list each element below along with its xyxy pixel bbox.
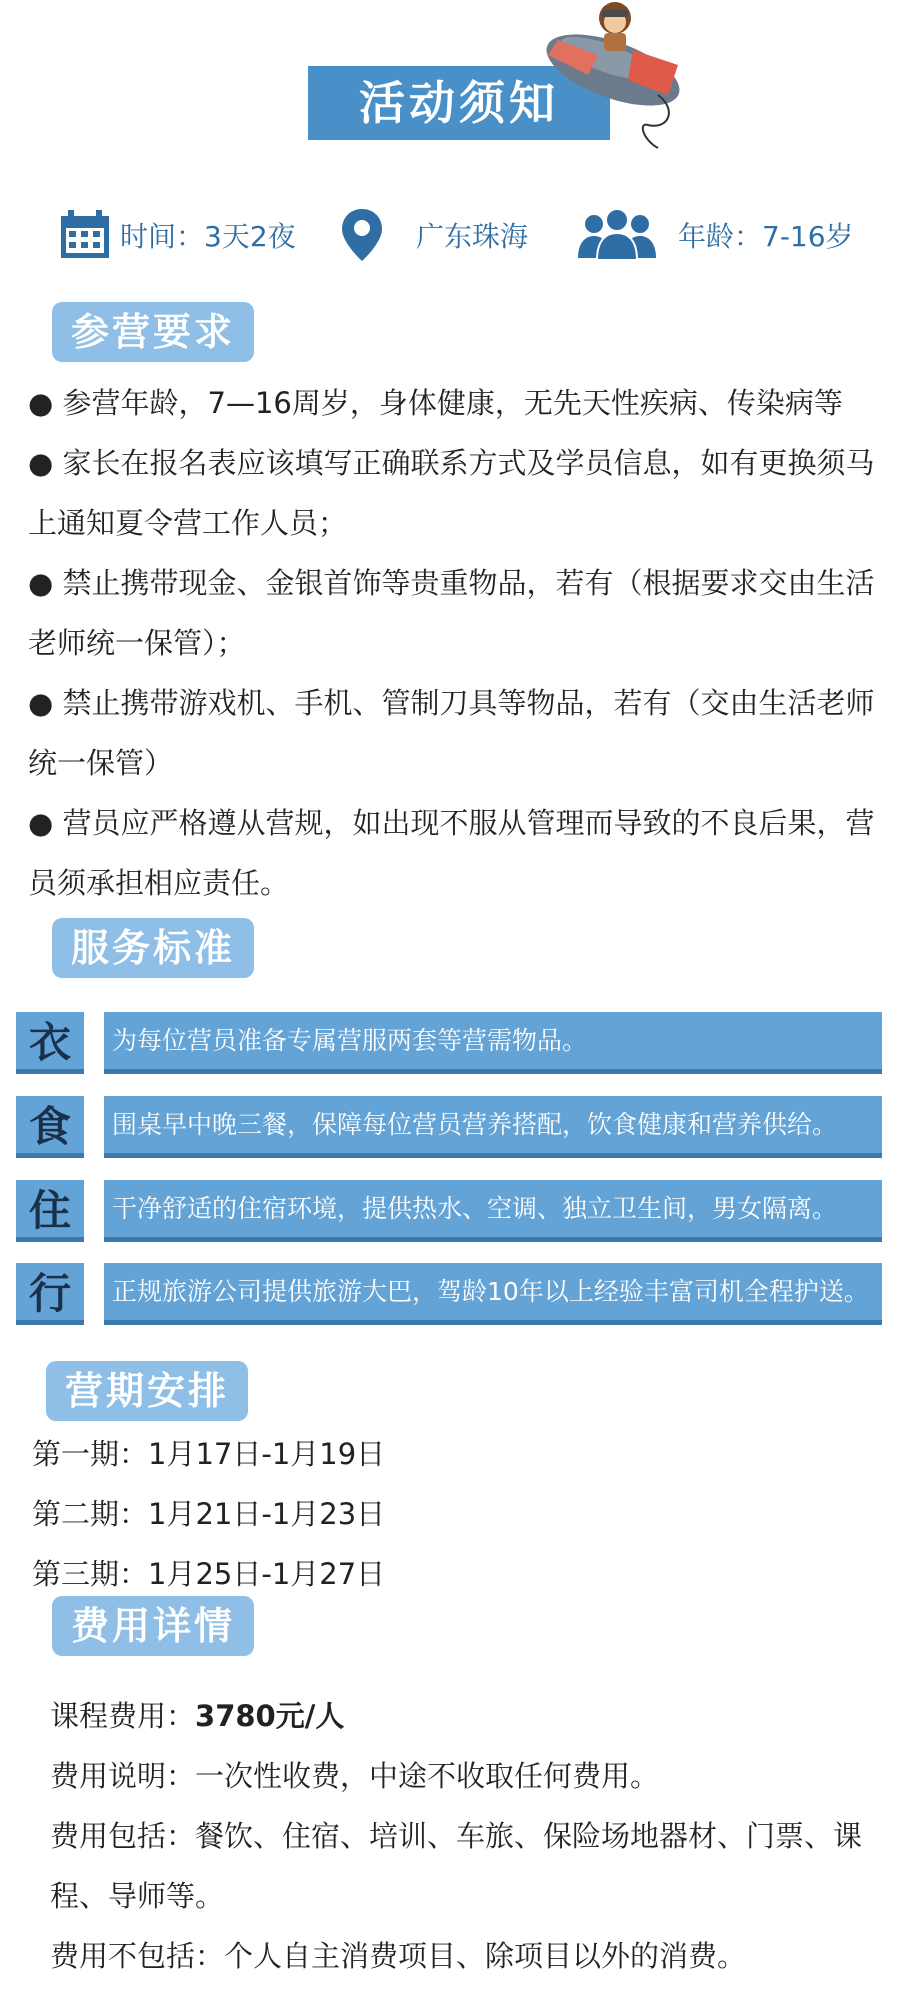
service-travel: 正规旅游公司提供旅游大巴，驾龄10年以上经验丰富司机全程护送。: [104, 1263, 882, 1325]
fee-course-label: 课程费用：: [50, 1699, 196, 1733]
fee-excludes: 费用不包括：个人自主消费项目、除项目以外的消费。: [50, 1939, 747, 1973]
schedule-item: 第二期：1月21日-1月23日: [32, 1497, 386, 1531]
info-place-text: 广东珠海: [416, 220, 529, 253]
service-clothing: 为每位营员准备专属营服两套等营需物品。: [104, 1012, 882, 1074]
schedule-item: 第一期：1月17日-1月19日: [32, 1437, 386, 1471]
section-title-services: 服务标准: [52, 918, 254, 978]
section-title-schedule: 营期安排: [46, 1361, 248, 1421]
service-food: 围桌早中晚三餐，保障每位营员营养搭配，饮食健康和营养供给。: [104, 1096, 882, 1158]
list-item: ● 禁止携带现金、金银首饰等贵重物品，若有（根据要求交由生活老师统一保管）；: [28, 566, 875, 660]
list-item: ● 营员应严格遵从营规，如出现不服从管理而导致的不良后果，营员须承担相应责任。: [28, 806, 875, 900]
list-item: ● 参营年龄，7—16周岁，身体健康，无先天性疾病、传染病等: [28, 386, 843, 420]
fee-course: [50, 1686, 870, 1746]
info-age-text: 年龄：7-16岁: [678, 220, 854, 253]
schedule-item: 第三期：1月25日-1月27日: [32, 1557, 386, 1591]
lodging-icon: 住: [16, 1180, 84, 1242]
food-icon: 食: [16, 1096, 84, 1158]
pilot-plane-icon: [528, 0, 688, 150]
fees-details: [50, 1686, 870, 1986]
info-place: [340, 205, 528, 265]
clothing-icon: 衣: [16, 1012, 84, 1074]
location-pin-icon: [340, 207, 384, 263]
calendar-icon: [58, 208, 112, 262]
section-title-requirements: 参营要求: [52, 302, 254, 362]
info-time-text: 时间：3天2夜: [120, 220, 296, 253]
travel-icon: 行: [16, 1263, 84, 1325]
list-item: ● 家长在报名表应该填写正确联系方式及学员信息，如有更换须马上通知夏令营工作人员；: [28, 446, 875, 540]
info-time: [58, 205, 296, 265]
requirements-list: [28, 373, 883, 913]
people-group-icon: [576, 208, 658, 262]
fee-includes: 费用包括：餐饮、住宿、培训、车旅、保险场地器材、门票、课程、导师等。: [50, 1819, 863, 1913]
service-lodging: 干净舒适的住宿环境，提供热水、空调、独立卫生间，男女隔离。: [104, 1180, 882, 1242]
section-title-fees: 费用详情: [52, 1596, 254, 1656]
list-item: ● 禁止携带游戏机、手机、管制刀具等物品，若有（交由生活老师统一保管）: [28, 686, 875, 780]
info-age: [576, 205, 854, 265]
fee-course-value: 3780元/人: [195, 1699, 345, 1733]
page-title: 活动须知: [359, 76, 559, 130]
fee-note: 费用说明：一次性收费，中途不收取任何费用。: [50, 1759, 660, 1793]
